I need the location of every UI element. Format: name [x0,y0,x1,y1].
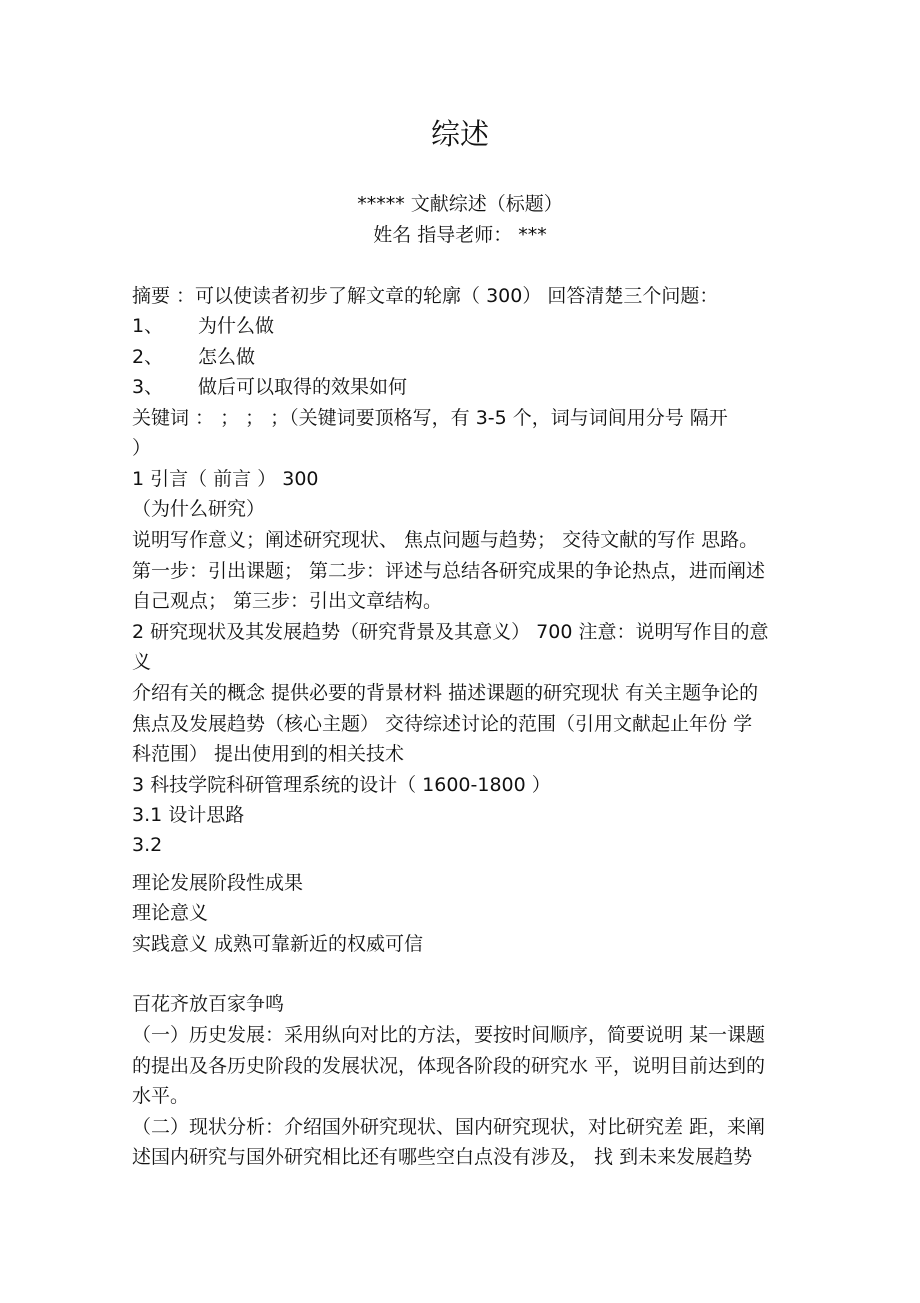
section-1-subheading: （为什么研究） [132,498,266,520]
keywords-line-end: ） [132,437,152,459]
section-2-paragraph: 焦点及发展趋势（核心主题） 交待综述讨论的范围（引用文献起止年份 学 [132,713,753,735]
section-2-heading-end: 义 [132,651,152,673]
abstract-line: 摘要 ：可以使读者初步了解文章的轮廓（ 300） 回答清楚三个问题： [132,285,719,307]
question-item [132,343,782,371]
status-paragraph: 述国内研究与国外研究相比还有哪些空白点没有涉及， 找 到未来发展趋势 [132,1146,753,1168]
question-text: 做后可以取得的效果如何 [198,376,408,398]
theory-line: 实践意义 成熟可靠新近的权威可信 [132,933,424,955]
section-2-paragraph: 科范围） 提出使用到的相关技术 [132,743,405,765]
question-text: 怎么做 [198,346,256,368]
question-item [132,373,782,401]
question-item [132,312,782,340]
author-line: 姓名 指导老师： *** [373,224,547,246]
theory-line: 理论发展阶段性成果 [132,872,304,894]
document-title: 综述 [430,117,489,151]
flowers-line: 百花齐放百家争鸣 [132,993,285,1015]
section-1-paragraph: 说明写作意义；阐述研究现状、 焦点问题与趋势； 交待文献的写作 思路。 [132,529,759,551]
status-paragraph: （二）现状分析：介绍国外研究现状、国内研究现状，对比研究差 距，来阐 [132,1116,766,1138]
section-2-paragraph: 介绍有关的概念 提供必要的背景材料 描述课题的研究现状 有关主题争论的 [132,682,759,704]
question-number: 3、 [132,376,164,398]
section-2-heading: 2 研究现状及其发展趋势（研究背景及其意义） 700 注意：说明写作目的意 [132,621,769,643]
section-3-heading: 3 科技学院科研管理系统的设计（ 1600-1800 ） [132,774,551,796]
history-paragraph: （一）历史发展：采用纵向对比的方法，要按时间顺序，简要说明 某一课题 [132,1024,766,1046]
section-1-heading: 1 引言（ 前言 ） 300 [132,468,319,490]
question-number: 2、 [132,346,164,368]
question-text: 为什么做 [198,315,275,337]
section-1-paragraph: 自己观点； 第三步：引出文章结构。 [132,590,443,612]
review-subtitle: ***** 文献综述（标题） [357,193,563,215]
question-number: 1、 [132,315,164,337]
section-3-1-heading: 3.1 设计思路 [132,804,245,826]
history-paragraph: 的提出及各历史阶段的发展状况，体现各阶段的研究水 平，说明目前达到的 [132,1055,766,1077]
theory-line: 理论意义 [132,902,209,924]
keywords-line: 关键词 ： ； ； ；（关键词要顶格写，有 3-5 个，词与词间用分号 隔开 [132,407,728,429]
section-1-paragraph: 第一步：引出课题； 第二步：评述与总结各研究成果的争论热点，进而阐述 [132,560,766,582]
section-3-2-heading: 3.2 [132,834,163,856]
history-paragraph: 水平。 [132,1085,190,1107]
